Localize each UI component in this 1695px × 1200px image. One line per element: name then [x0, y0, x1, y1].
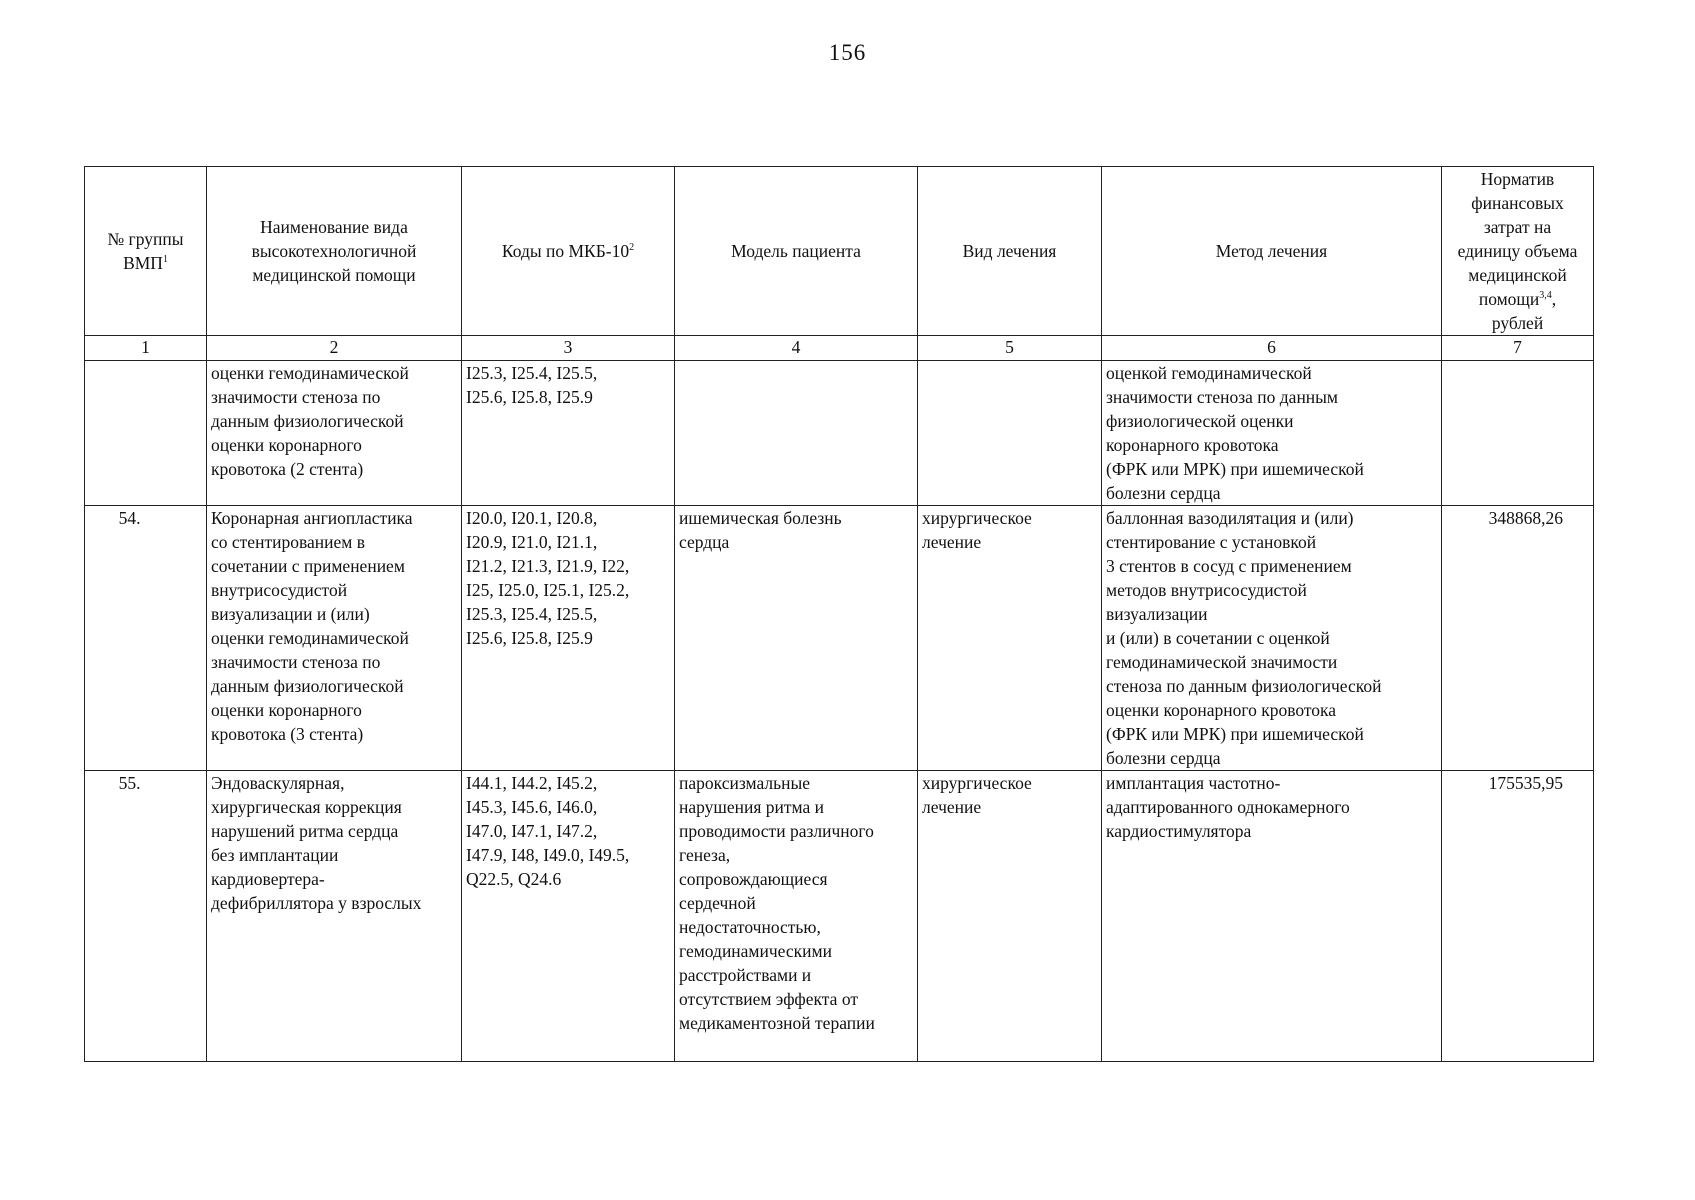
cell-line: болезни сердца [1106, 748, 1221, 768]
footnote-mark: 3,4 [1539, 290, 1552, 302]
column-number: 2 [207, 336, 462, 361]
header-line: медицинской [1468, 265, 1567, 285]
cell-line: расстройствами и [679, 965, 812, 985]
cell-line: недостаточностью, [679, 917, 821, 937]
header-line: Наименование вида [260, 217, 408, 237]
cell-patient-model [675, 506, 918, 771]
header-line: № группы [107, 229, 184, 249]
header-line: затрат на [1483, 217, 1552, 237]
cell-line: адаптированного однокамерного [1106, 797, 1350, 817]
cell-line: I44.1, I44.2, I45.2, [466, 773, 598, 793]
header-line: высокотехнологичной [251, 241, 417, 261]
header-line: единицу объема [1457, 241, 1578, 261]
header-line: Метод лечения [1215, 241, 1328, 261]
header-line: ВМП$^1$ [123, 253, 168, 273]
cell-treatment-type [918, 506, 1102, 771]
header-line: Вид лечения [962, 241, 1057, 261]
table-row [85, 506, 1594, 771]
header-line: помощи$^{3,4}$, [1478, 289, 1557, 309]
cell-line: 54. [118, 508, 141, 528]
cell-line: отсутствием эффекта от [679, 989, 858, 1009]
cell-line: I25.6, I25.8, I25.9 [466, 387, 593, 407]
cell-icd-codes [462, 506, 675, 771]
header-line: Коды по МКБ-$10^2$ [501, 241, 635, 261]
cell-line: I45.3, I45.6, I46.0, [466, 797, 598, 817]
cell-cost [1442, 506, 1594, 771]
cell-line: Коронарная ангиопластика [211, 508, 413, 528]
column-number: 7 [1442, 336, 1594, 361]
cell-treatment-method [1102, 771, 1442, 1062]
footnote-mark: 1 [162, 254, 168, 266]
header-patient-model [675, 167, 918, 336]
cell-line: сочетании с применением [211, 556, 405, 576]
cell-line: дефибриллятора у взрослых [211, 893, 422, 913]
cell-line: внутрисосудистой [211, 580, 348, 600]
column-number: 1 [85, 336, 207, 361]
cell-line: I25, I25.0, I25.1, I25.2, [466, 580, 630, 600]
cell-cost [1442, 771, 1594, 1062]
header-treatment-method [1102, 167, 1442, 336]
table-row [85, 361, 1594, 506]
cell-line: медикаментозной терапии [679, 1013, 875, 1033]
cell-line: данным физиологической [211, 411, 404, 431]
cell-line: имплантация частотно- [1106, 773, 1281, 793]
cell-line: без имплантации [211, 845, 339, 865]
cell-treatment-method [1102, 506, 1442, 771]
cell-line: ишемическая болезнь [679, 508, 842, 528]
header-line: финансовых [1471, 193, 1564, 213]
cell-line: (ФРК или МРК) при ишемической [1106, 724, 1364, 744]
cell-line: 348868,26 [1488, 508, 1563, 528]
cell-line: кардиостимулятора [1106, 821, 1252, 841]
cell-line: болезни сердца [1106, 483, 1221, 503]
cell-line: нарушений ритма сердца [211, 821, 399, 841]
cell-line: 55. [118, 773, 141, 793]
cell-line: I25.3, I25.4, I25.5, [466, 363, 598, 383]
header-cost-norm [1442, 167, 1594, 336]
cell-line: лечение [922, 797, 982, 817]
cell-line: I20.9, I21.0, I21.1, [466, 532, 598, 552]
cell-line: лечение [922, 532, 982, 552]
cell-line: оценкой гемодинамической [1106, 363, 1312, 383]
cell-vmp-name [207, 771, 462, 1062]
cell-cost [1442, 361, 1594, 506]
cell-line: баллонная вазодилятация и (или) [1106, 508, 1354, 528]
table-header-row [85, 167, 1594, 336]
cell-line: гемодинамическими [679, 941, 832, 961]
cell-treatment-type [918, 361, 1102, 506]
cell-line: I25.6, I25.8, I25.9 [466, 628, 593, 648]
cell-line: 175535,95 [1488, 773, 1563, 793]
cell-line: сердца [679, 532, 730, 552]
cell-line: Q22.5, Q24.6 [466, 869, 562, 889]
cell-line: I21.2, I21.3, I21.9, I22, [466, 556, 630, 576]
cell-icd-codes [462, 771, 675, 1062]
cell-line: значимости стеноза по [211, 652, 381, 672]
cell-group-number [85, 361, 207, 506]
cell-line: кровотока (2 стента) [211, 459, 364, 479]
cell-icd-codes [462, 361, 675, 506]
cell-patient-model [675, 361, 918, 506]
cell-line: Эндоваскулярная, [211, 773, 345, 793]
cell-line: и (или) в сочетании с оценкой [1106, 628, 1330, 648]
column-number-row [85, 336, 1594, 361]
header-line: медицинской помощи [252, 265, 416, 285]
header-group-number [85, 167, 207, 336]
cell-line: хирургическое [922, 508, 1032, 528]
cell-line: (ФРК или МРК) при ишемической [1106, 459, 1364, 479]
cell-line: сопровождающиеся [679, 869, 828, 889]
cell-line: I47.0, I47.1, I47.2, [466, 821, 598, 841]
header-line: Норматив [1480, 169, 1555, 189]
cell-group-number [85, 771, 207, 1062]
cell-line: пароксизмальные [679, 773, 810, 793]
cell-line: стеноза по данным физиологической [1106, 676, 1382, 696]
cell-line: 3 стентов в сосуд с применением [1106, 556, 1352, 576]
header-treatment-type [918, 167, 1102, 336]
column-number: 3 [462, 336, 675, 361]
column-number: 4 [675, 336, 918, 361]
cell-line: кровотока (3 стента) [211, 724, 364, 744]
cell-line: кардиовертера- [211, 869, 325, 889]
cell-vmp-name [207, 361, 462, 506]
cell-line: оценки гемодинамической [211, 628, 409, 648]
cell-line: хирургическое [922, 773, 1032, 793]
cell-vmp-name [207, 506, 462, 771]
cell-line: оценки гемодинамической [211, 363, 409, 383]
cell-line: коронарного кровотока [1106, 435, 1279, 455]
header-line: рублей [1491, 313, 1544, 333]
cell-line: нарушения ритма и [679, 797, 825, 817]
cell-line: генеза, [679, 845, 731, 865]
header-icd-codes [462, 167, 675, 336]
cell-line: оценки коронарного [211, 435, 362, 455]
footnote-mark: 2 [629, 242, 635, 254]
cell-line: со стентированием в [211, 532, 365, 552]
cell-patient-model [675, 771, 918, 1062]
cell-treatment-method [1102, 361, 1442, 506]
cell-line: оценки коронарного кровотока [1106, 700, 1337, 720]
table-row [85, 771, 1594, 1062]
cell-line: визуализации [1106, 604, 1208, 624]
header-line: Модель пациента [731, 241, 861, 261]
cell-line: оценки коронарного [211, 700, 362, 720]
cell-line: I20.0, I20.1, I20.8, [466, 508, 598, 528]
cell-line: значимости стеноза по данным [1106, 387, 1339, 407]
cell-line: гемодинамической значимости [1106, 652, 1338, 672]
cell-line: визуализации и (или) [211, 604, 370, 624]
vmp-table [84, 166, 1594, 1062]
column-number: 6 [1102, 336, 1442, 361]
cell-line: I47.9, I48, I49.0, I49.5, [466, 845, 630, 865]
column-number: 5 [918, 336, 1102, 361]
cell-line: хирургическая коррекция [211, 797, 402, 817]
cell-group-number [85, 506, 207, 771]
cell-line: данным физиологической [211, 676, 404, 696]
header-vmp-name [207, 167, 462, 336]
cell-line: сердечной [679, 893, 756, 913]
cell-line: методов внутрисосудистой [1106, 580, 1307, 600]
page-number: 156 [828, 40, 867, 65]
cell-line: проводимости различного [679, 821, 874, 841]
cell-line: I25.3, I25.4, I25.5, [466, 604, 598, 624]
cell-line: стентирование с установкой [1106, 532, 1317, 552]
cell-line: значимости стеноза по [211, 387, 381, 407]
cell-treatment-type [918, 771, 1102, 1062]
cell-line: физиологической оценки [1106, 411, 1294, 431]
